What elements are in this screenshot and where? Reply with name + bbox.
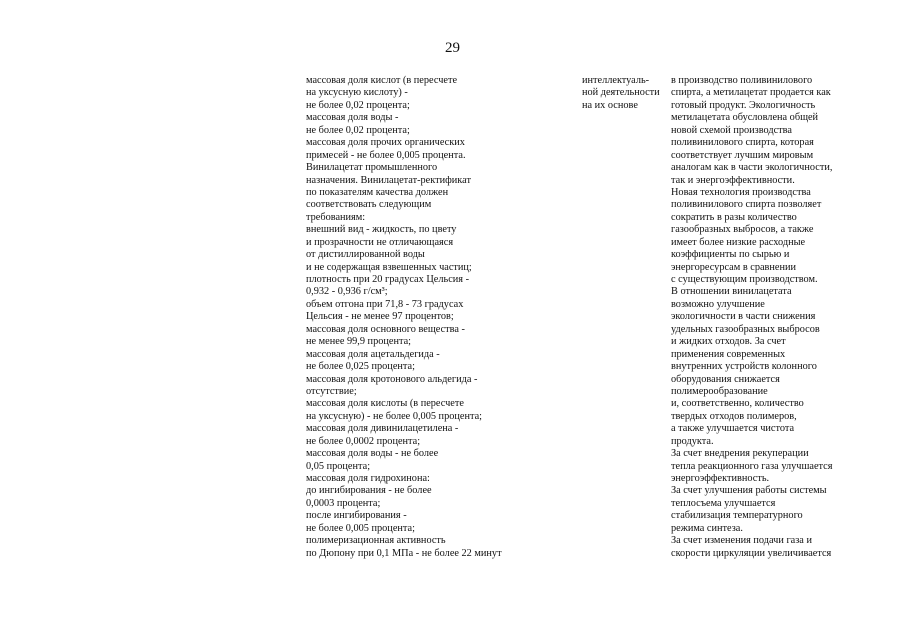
right-column-line: В отношении винилацетата — [671, 286, 792, 298]
left-column-line: до ингибирования - не более — [306, 485, 432, 497]
right-column-line: продукта. — [671, 435, 714, 447]
left-column-line: не более 0,025 процента; — [306, 361, 415, 373]
right-column-line: применения современных — [671, 348, 786, 360]
right-column-line: скорости циркуляции увеличивается — [671, 547, 832, 559]
right-column-line: новой схемой производства — [671, 124, 792, 136]
left-column-line: массовая доля гидрохинона: — [306, 473, 430, 484]
right-column-line: газообразных выбросов, а также — [671, 224, 814, 236]
right-column-line: полимерообразование — [671, 385, 768, 397]
right-column-line: За счет улучшения работы системы — [671, 485, 827, 497]
right-column-line: коэффициенты по сырью и — [671, 249, 790, 261]
right-column-line: в производство поливинилового — [671, 75, 813, 86]
middle-column — [582, 75, 660, 112]
left-column-line: массовая доля основного вещества - — [306, 323, 465, 335]
right-column-line: готовый продукт. Экологичность — [671, 99, 816, 111]
left-column-line: не более 0,02 процента; — [306, 124, 410, 136]
right-column-line: стабилизация температурного — [671, 510, 803, 522]
left-column-line: массовая доля прочих органических — [306, 137, 465, 149]
left-column-line: массовая доля кислот (в пересчете — [306, 75, 458, 86]
left-column-line: массовая доля кислоты (в пересчете — [306, 398, 464, 410]
right-column-line: аналогам как в части экологичности, — [671, 162, 833, 174]
left-column-line: Винилацетат промышленного — [306, 162, 438, 174]
left-column-line: массовая доля ацетальдегида - — [306, 348, 440, 360]
middle-column-line: на их основе — [582, 99, 638, 111]
right-column-line: энергоресурсам в сравнении — [671, 261, 797, 273]
left-column-line: 0,0003 процента; — [306, 497, 381, 509]
left-column-line: массовая доля дивинилацетилена - — [306, 423, 459, 435]
left-column-line: и не содержащая взвешенных частиц; — [306, 261, 472, 273]
left-column-line: отсутствие; — [306, 385, 357, 397]
left-column-line: по Дюпону при 0,1 МПа - не более 22 минут — [306, 547, 502, 559]
right-column-line: поливинилового спирта, которая — [671, 137, 814, 149]
left-column-line: полимеризационная активность — [306, 535, 446, 547]
left-column-line: на уксусную) - не более 0,005 процента; — [306, 410, 483, 422]
left-column-line: не более 0,02 процента; — [306, 99, 410, 111]
left-column-line: внешний вид - жидкость, по цвету — [306, 224, 457, 236]
right-column-line: метилацетата обусловлена общей — [671, 112, 819, 124]
right-column-line: тепла реакционного газа улучшается — [671, 460, 833, 472]
left-column-line: массовая доля воды - не более — [306, 448, 439, 460]
left-column-line: не более 0,005 процента; — [306, 522, 415, 534]
left-column-line: назначения. Винилацетат-ректификат — [306, 174, 471, 186]
left-column-line: не менее 99,9 процента; — [306, 336, 412, 348]
right-column-line: и жидких отходов. За счет — [671, 336, 786, 348]
right-column-line: спирта, а метилацетат продается как — [671, 87, 831, 99]
left-column-line: Цельсия - не менее 97 процентов; — [306, 311, 454, 323]
left-column-line: и прозрачности не отличающаяся — [306, 236, 454, 248]
right-column-line: имеет более низкие расходные — [671, 236, 806, 248]
right-column-line: с существующим производством. — [671, 274, 818, 285]
left-column-line: плотность при 20 градусах Цельсия - — [306, 274, 470, 285]
left-column-line: не более 0,0002 процента; — [306, 435, 421, 447]
right-column-line: теплосъема улучшается — [671, 497, 776, 509]
left-column-line: 0,05 процента; — [306, 460, 371, 472]
right-column-line: так и энергоэффективности. — [671, 174, 795, 186]
middle-column-line: ной деятельности — [582, 87, 660, 99]
left-column-line: соответствовать следующим — [306, 199, 432, 211]
left-column-line: требованиям: — [306, 211, 366, 223]
right-column-line: и, соответственно, количество — [671, 398, 804, 410]
right-column-line: сократить в разы количество — [671, 211, 797, 223]
right-column-line: возможно улучшение — [671, 298, 765, 310]
left-column-line: 0,932 - 0,936 г/см³; — [306, 286, 388, 298]
left-column-line: массовая доля кротонового альдегида - — [306, 373, 478, 385]
left-column-line: примесей - не более 0,005 процента. — [306, 149, 466, 161]
left-column-line: после ингибирования - — [306, 510, 407, 522]
right-column-line: За счет изменения подачи газа и — [671, 535, 812, 547]
right-column-line: внутренних устройств колонного — [671, 361, 817, 373]
middle-column-line: интеллектуаль- — [582, 75, 650, 86]
right-column-line: удельных газообразных выбросов — [671, 323, 820, 335]
right-column-line: оборудования снижается — [671, 373, 780, 385]
right-column-line: а также улучшается чистота — [671, 423, 795, 435]
right-column-line: соответствует лучшим мировым — [671, 149, 814, 161]
right-column — [671, 75, 832, 560]
left-column-line: по показателям качества должен — [306, 186, 449, 198]
right-column-line: Новая технология производства — [671, 186, 811, 198]
left-column — [306, 75, 502, 560]
left-column-line: от дистиллированной воды — [306, 249, 425, 261]
left-column-line: массовая доля воды - — [306, 112, 399, 124]
right-column-line: твердых отходов полимеров, — [671, 410, 797, 422]
right-column-line: За счет внедрения рекуперации — [671, 448, 809, 460]
right-column-line: режима синтеза. — [671, 522, 743, 534]
left-column-line: объем отгона при 71,8 - 73 градусах — [306, 298, 464, 310]
page-number: 29 — [445, 40, 460, 56]
right-column-line: экологичности в части снижения — [671, 311, 816, 323]
right-column-line: энергоэффективность. — [671, 473, 770, 484]
right-column-line: поливинилового спирта позволяет — [671, 199, 822, 211]
left-column-line: на уксусную кислоту) - — [306, 87, 408, 99]
